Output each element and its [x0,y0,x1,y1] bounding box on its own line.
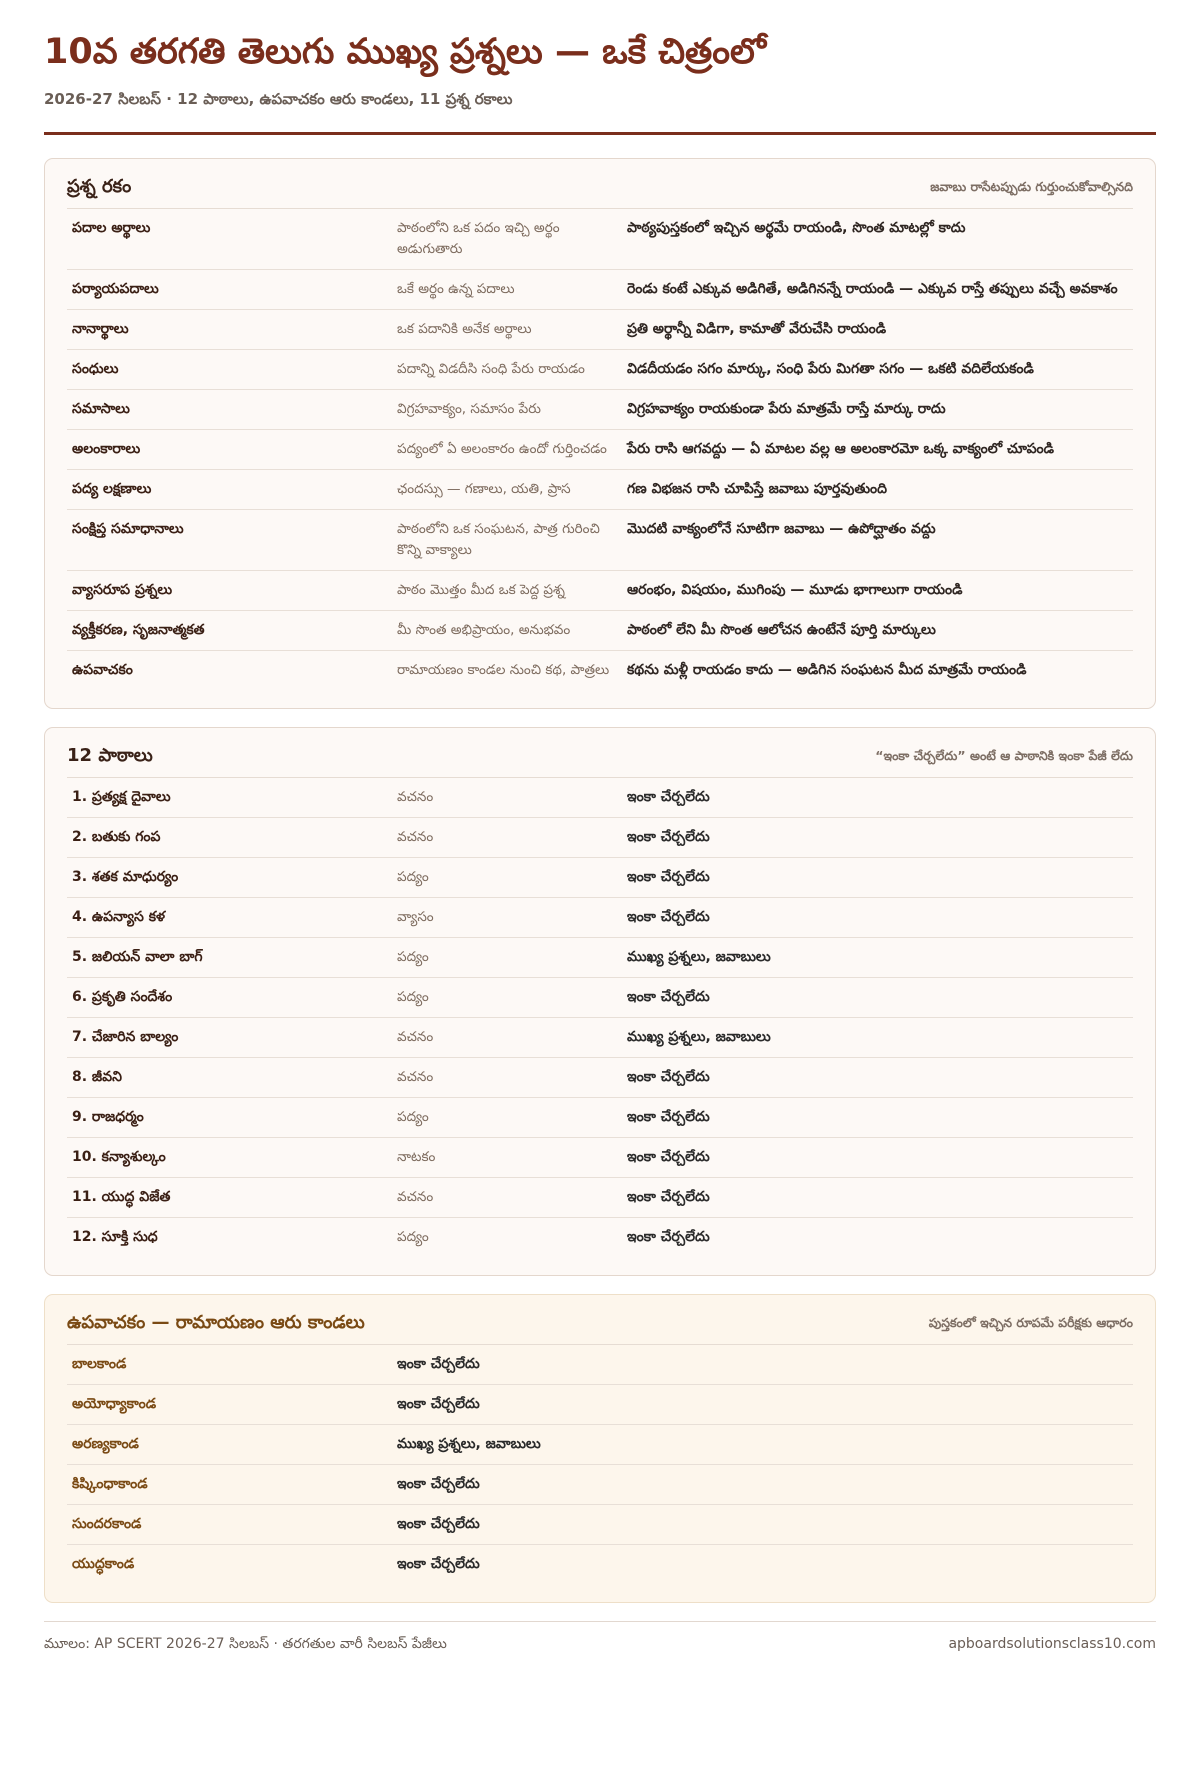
kanda-name: అరణ్యకాండ [72,1436,139,1452]
kanda-row [67,1345,1133,1385]
lessons-list [67,778,1133,1257]
kanda-status: ముఖ్య ప్రశ్నలు, జవాబులు [397,1436,541,1452]
kanda-status: ఇంకా చేర్చలేదు [397,1516,480,1532]
lesson-genre: వచనం [397,829,434,845]
question-description: పాఠంలోని ఒక సంఘటన, పాత్ర గురించి కొన్ని వాక్యాలు [397,521,600,558]
footer [44,1621,1156,1655]
page-title: 10వ తరగతి తెలుగు ముఖ్య ప్రశ్నలు — ఒకే చిత్రంలో [44,32,767,72]
question-description: పాఠం మొత్తం మీద ఒక పెద్ద ప్రశ్న [397,582,565,598]
upavachakam-header [67,1305,1133,1345]
answer-tip: విడదీయడం సగం మార్కు, సంధి పేరు మిగతా సగం — ఒకటి వదిలేయకండి [627,361,1034,377]
lesson-status: ముఖ్య ప్రశ్నలు, జవాబులు [627,1029,771,1045]
kanda-row [67,1505,1133,1545]
kanda-name: కిష్కింధాకాండ [72,1476,148,1492]
question-description: పద్యంలో ఏ అలంకారం ఉందో గుర్తించడం [397,441,607,457]
table-row [67,350,1133,390]
lesson-name: 6. ప్రకృతి సందేశం [72,989,173,1005]
question-type: నానార్థాలు [72,321,129,337]
lesson-row [67,1138,1133,1178]
kanda-row [67,1425,1133,1465]
lessons-note: “ఇంకా చేర్చలేదు” అంటే ఆ పాఠానికి ఇంకా పేజీ లేదు [875,748,1133,763]
lesson-genre: వ్యాసం [397,909,434,925]
answer-tip: మొదటి వాక్యంలోనే సూటిగా జవాబు — ఉపోద్ఘాతం వద్దు [627,521,936,537]
lesson-status: ఇంకా చేర్చలేదు [627,1189,710,1205]
question-type: అలంకారాలు [72,441,141,457]
table-row [67,209,1133,270]
lesson-status: ఇంకా చేర్చలేదు [627,909,710,925]
lesson-name: 8. జీవని [72,1069,122,1085]
kanda-status: ఇంకా చేర్చలేదు [397,1356,480,1372]
lesson-status: ఇంకా చేర్చలేదు [627,1109,710,1125]
lessons-heading: 12 పాఠాలు [67,745,153,766]
lesson-row [67,1218,1133,1257]
lesson-name: 11. యుద్ధ విజేత [72,1189,171,1205]
lesson-genre: వచనం [397,1029,434,1045]
upavachakam-card [44,1294,1156,1603]
answer-tip: ప్రతి అర్థాన్నీ విడిగా, కామాతో వేరుచేసి రాయండి [627,321,887,337]
question-type: సమాసాలు [72,401,130,417]
kanda-name: యుద్ధకాండ [72,1556,135,1572]
question-description: ఛందస్సు — గణాలు, యతి, ప్రాస [397,481,571,497]
table-row [67,651,1133,690]
question-description: ఒక పదానికి అనేక అర్థాలు [397,321,532,337]
lesson-name: 1. ప్రత్యక్ష దైవాలు [72,789,171,805]
question-type: వ్యాసరూప ప్రశ్నలు [72,582,173,598]
lesson-name: 10. కన్యాశుల్కం [72,1149,166,1165]
upavachakam-heading: ఉపవాచకం — రామాయణం ఆరు కాండలు [67,1312,365,1333]
lesson-name: 3. శతక మాధుర్యం [72,869,179,885]
lesson-status: ఇంకా చేర్చలేదు [627,829,710,845]
lesson-genre: వచనం [397,1189,434,1205]
lesson-genre: పద్యం [397,1229,429,1245]
lesson-name: 4. ఉపన్యాస కళ [72,909,166,925]
lesson-genre: పద్యం [397,949,429,965]
answer-tip: విగ్రహవాక్యం రాయకుండా పేరు మాత్రమే రాస్తే మార్కు రాదు [627,401,946,417]
lesson-row [67,818,1133,858]
question-description: రామాయణం కాండల నుంచి కథ, పాత్రలు [397,662,610,678]
lesson-row [67,1058,1133,1098]
question-type: పద్య లక్షణాలు [72,481,152,497]
lesson-status: ఇంకా చేర్చలేదు [627,1069,710,1085]
lesson-genre: నాటకం [397,1149,436,1165]
table-row [67,571,1133,611]
question-type: సంధులు [72,361,119,377]
lesson-status: ముఖ్య ప్రశ్నలు, జవాబులు [627,949,771,965]
table-row [67,611,1133,651]
question-type: ఉపవాచకం [72,662,133,678]
lesson-status: ఇంకా చేర్చలేదు [627,869,710,885]
question-types-heading: ప్రశ్న రకం [67,176,132,197]
answer-tip: గణ విభజన రాసి చూపిస్తే జవాబు పూర్తవుతుంది [627,481,888,497]
lessons-header [67,738,1133,778]
question-description: పాఠంలోని ఒక పదం ఇచ్చి అర్థం అడుగుతారు [397,220,560,257]
lesson-row [67,1178,1133,1218]
lesson-name: 9. రాజధర్మం [72,1109,144,1125]
question-type: వ్యక్తీకరణ, సృజనాత్మకత [72,622,205,638]
answer-tip: పాఠ్యపుస్తకంలో ఇచ్చిన అర్థమే రాయండి, సొంత మాటల్లో కాదు [627,220,966,236]
kanda-row [67,1465,1133,1505]
lesson-genre: పద్యం [397,869,429,885]
question-type: పదాల అర్థాలు [72,220,151,236]
page-subtitle: 2026-27 సిలబస్ · 12 పాఠాలు, ఉపవాచకం ఆరు కాండలు, 11 ప్రశ్న రకాలు [44,88,1156,135]
question-description: ఒకే అర్థం ఉన్న పదాలు [397,281,515,297]
kanda-name: సుందరకాండ [72,1516,142,1532]
question-types-note: జవాబు రాసేటప్పుడు గుర్తుంచుకోవాల్సినది [930,179,1133,194]
lesson-row [67,898,1133,938]
answer-tip: రెండు కంటే ఎక్కువ అడిగితే, అడిగినన్నే రాయండి — ఎక్కువ రాస్తే తప్పులు వచ్చే అవకాశం [627,281,1118,297]
lesson-row [67,978,1133,1018]
question-types-header [67,169,1133,209]
question-description: మీ సొంత అభిప్రాయం, అనుభవం [397,622,571,638]
question-type: పర్యాయపదాలు [72,281,159,297]
footer-source: మూలం: AP SCERT 2026-27 సిలబస్ · తరగతుల వారీ సిలబస్ పేజీలు [44,1636,447,1652]
answer-tip: కథను మళ్లీ రాయడం కాదు — అడిగిన సంఘటన మీద మాత్రమే రాయండి [627,662,1027,678]
lesson-row [67,778,1133,818]
lessons-card [44,727,1156,1276]
footer-site-link[interactable]: apboardsolutionsclass10.com [948,1636,1156,1652]
table-row [67,470,1133,510]
table-row [67,270,1133,310]
table-row [67,390,1133,430]
lesson-status: ఇంకా చేర్చలేదు [627,1229,710,1245]
lesson-name: 2. బతుకు గంప [72,829,161,845]
question-types-list [67,209,1133,690]
lesson-name: 7. చేజారిన బాల్యం [72,1029,179,1045]
lesson-status: ఇంకా చేర్చలేదు [627,989,710,1005]
lesson-genre: పద్యం [397,989,429,1005]
table-row [67,510,1133,571]
kanda-status: ఇంకా చేర్చలేదు [397,1396,480,1412]
lesson-row [67,1098,1133,1138]
kanda-list [67,1345,1133,1584]
answer-tip: పాఠంలో లేని మీ సొంత ఆలోచన ఉంటేనే పూర్తి మార్కులు [627,622,936,638]
question-type: సంక్షిప్త సమాధానాలు [72,521,184,537]
question-description: పదాన్ని విడదీసి సంధి పేరు రాయడం [397,361,585,377]
lesson-row [67,938,1133,978]
answer-tip: ఆరంభం, విషయం, ముగింపు — మూడు భాగాలుగా రాయండి [627,582,963,598]
lesson-name: 5. జలియన్ వాలా బాగ్ [72,949,203,965]
kanda-name: అయోధ్యాకాండ [72,1396,157,1412]
upavachakam-note: పుస్తకంలో ఇచ్చిన రూపమే పరీక్షకు ఆధారం [928,1315,1133,1330]
lesson-row [67,858,1133,898]
kanda-row [67,1545,1133,1584]
lesson-name: 12. సూక్తి సుధ [72,1229,158,1245]
lesson-status: ఇంకా చేర్చలేదు [627,789,710,805]
lesson-row [67,1018,1133,1058]
table-row [67,430,1133,470]
lesson-genre: వచనం [397,1069,434,1085]
kanda-status: ఇంకా చేర్చలేదు [397,1476,480,1492]
answer-tip: పేరు రాసి ఆగవద్దు — ఏ మాటల వల్ల ఆ అలంకారమో ఒక్క వాక్యంలో చూపండి [627,441,1054,457]
lesson-status: ఇంకా చేర్చలేదు [627,1149,710,1165]
table-row [67,310,1133,350]
kanda-row [67,1385,1133,1425]
question-description: విగ్రహవాక్యం, సమాసం పేరు [397,401,541,417]
kanda-name: బాలకాండ [72,1356,127,1372]
question-types-card [44,158,1156,709]
lesson-genre: పద్యం [397,1109,429,1125]
lesson-genre: వచనం [397,789,434,805]
kanda-status: ఇంకా చేర్చలేదు [397,1556,480,1572]
